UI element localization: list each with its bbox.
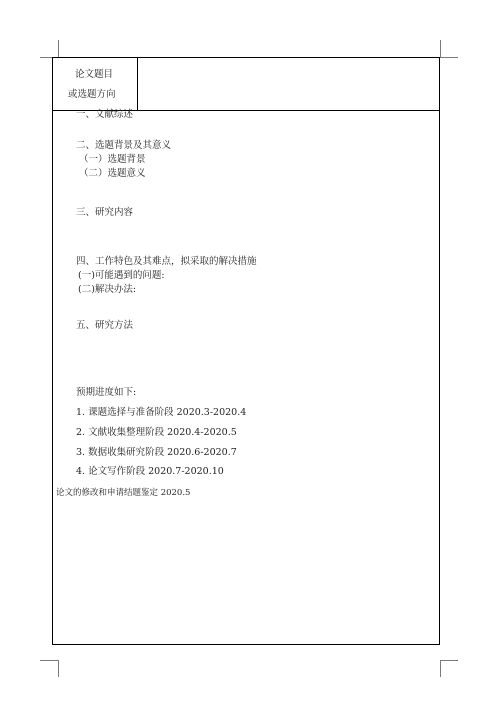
schedule-item: 2. 文献收集整理阶段 2020.4-2020.5: [76, 427, 237, 438]
section-features-difficulties: 四、工作特色及其难点，拟采取的解决措施: [76, 256, 257, 267]
title-row: [53, 58, 439, 111]
title-label-line2: 或选题方向: [68, 89, 116, 100]
crop-mark-bottom-left-v: [58, 660, 59, 677]
proposal-form: [52, 57, 440, 645]
schedule-final: 论文的修改和申请结题鉴定 2020.5: [56, 488, 191, 498]
crop-mark-top-right-v: [440, 40, 441, 57]
section-research-methods: 五、研究方法: [76, 320, 134, 331]
subsection-problems: (一)可能遇到的问题:: [78, 270, 165, 281]
schedule-item: 4. 论文写作阶段 2020.7-2020.10: [76, 466, 224, 477]
crop-mark-bottom-left-h: [40, 660, 58, 661]
schedule-item: 3. 数据收集研究阶段 2020.6-2020.7: [76, 447, 237, 458]
subsection-background: （一）选题背景: [79, 154, 146, 165]
title-label-line1: 论文题目: [75, 69, 114, 80]
subsection-significance: （二）选题意义: [79, 168, 146, 179]
section-literature-review: 一、文献综述: [76, 109, 134, 120]
subsection-solutions: (二)解决办法:: [78, 284, 137, 295]
crop-mark-top-left-v: [58, 40, 59, 57]
section-background-significance: 二、选题背景及其意义: [76, 140, 172, 151]
crop-mark-bottom-right-h: [440, 660, 458, 661]
schedule-item: 1. 课题选择与准备阶段 2020.3-2020.4: [76, 407, 247, 418]
crop-mark-bottom-right-v: [440, 660, 441, 677]
title-label-cell: [53, 58, 138, 110]
section-research-content: 三、研究内容: [76, 207, 134, 218]
title-value-field[interactable]: [138, 58, 438, 110]
crop-mark-top-right-h: [440, 57, 458, 58]
schedule-heading: 预期进度如下:: [76, 387, 137, 398]
